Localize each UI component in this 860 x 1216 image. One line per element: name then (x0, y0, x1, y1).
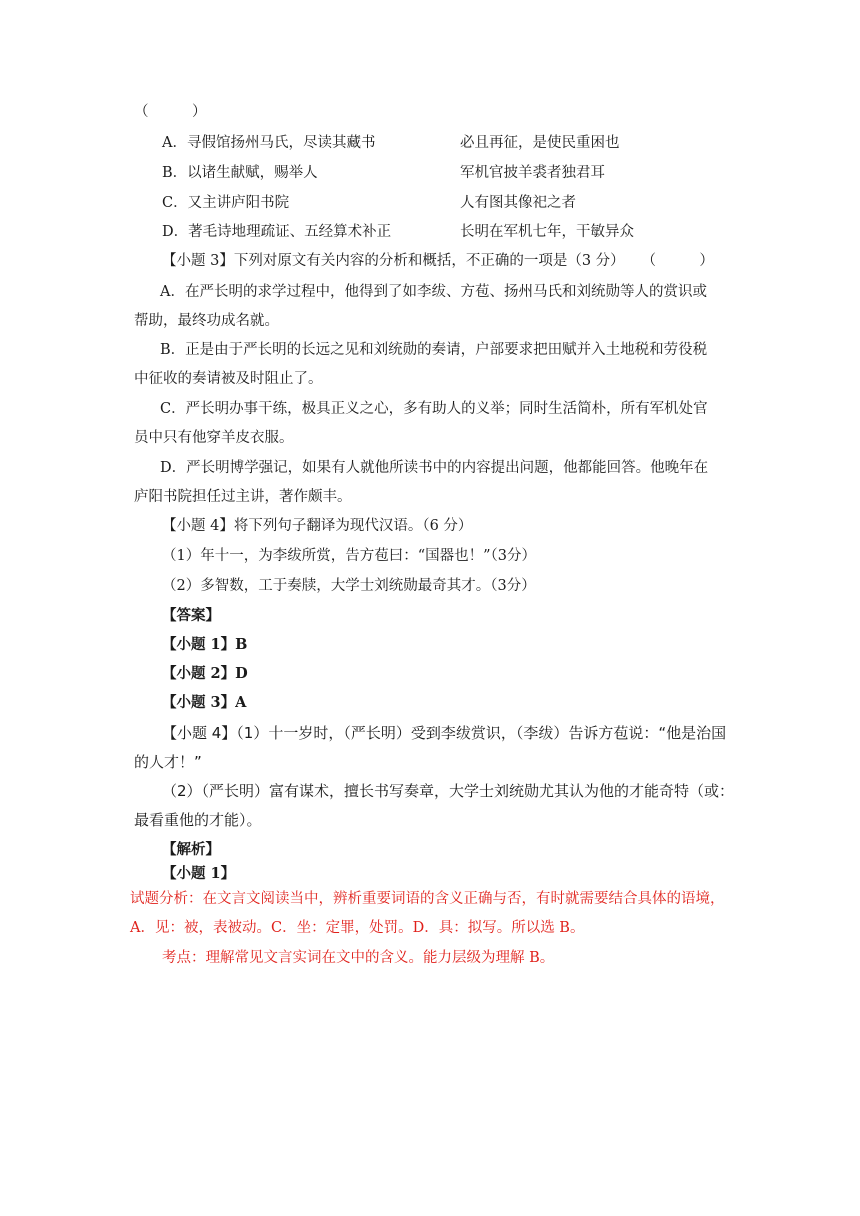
question-3-option-d-line2: 庐阳书院担任过主讲，著作颇丰。 (134, 489, 352, 505)
question-3-option-a-line1: A．在严长明的求学过程中，他得到了如李绂、方苞、扬州马氏和刘统勋等人的赏识或 (160, 284, 707, 300)
answer-4-line2: 的人才！” (134, 753, 202, 771)
analysis-subheader: 【小题 1】 (162, 865, 236, 882)
question-3-stem (162, 251, 714, 271)
analysis-line-1: 试题分析：在文言文阅读当中，辨析重要词语的含义正确与否，有时就需要结合具体的语境， (130, 891, 725, 907)
option-b-left: B．以诸生献赋，赐举人 (162, 165, 318, 181)
option-d-left: D．著毛诗地理疏证、五经算术补正 (162, 224, 392, 240)
question-3-option-d-line1: D．严长明博学强记，如果有人就他所读书中的内容提出问题，他都能回答。他晚年在 (160, 460, 709, 476)
question-4-sentence-1: （1）年十一，为李绂所赏，告方苞曰：“国器也！”（3分） (162, 548, 537, 564)
question-3-option-b-line1: B．正是由于严长明的长远之见和刘统勋的奏请，户部要求把田赋并入土地税和劳役税 (160, 342, 708, 358)
option-d-right: 长明在军机七年，干敏异众 (460, 224, 634, 240)
analysis-header: 【解析】 (162, 841, 220, 858)
question-3-label: 【小题 3】 (162, 253, 234, 269)
answer-4-line3: （2）（严长明）富有谋术，擅长书写奏章，大学士刘统勋尤其认为他的才能奇特（或： (162, 782, 735, 800)
option-a-left: A．寻假馆扬州马氏，尽读其藏书 (162, 135, 376, 151)
question-4-sentence-2: （2）多智数，工于奏牍，大学士刘统勋最奇其才。（3分） (162, 578, 536, 594)
option-c-left: C．又主讲庐阳书院 (162, 195, 290, 211)
answer-2: 【小题 2】D (162, 665, 248, 682)
question-3-option-a-line2: 帮助，最终功成名就。 (134, 313, 279, 329)
question-3-option-b-line2: 中征收的奏请被及时阻止了。 (134, 371, 323, 387)
question-3-paren: （ ） (648, 253, 714, 269)
answer-4-line1: 【小题 4】（1）十一岁时，（严长明）受到李绂赏识，（李绂）告诉方苞说：“他是治国 (162, 724, 727, 742)
answer-3: 【小题 3】A (162, 694, 247, 711)
option-a-right: 必且再征，是使民重困也 (460, 135, 620, 151)
option-c-right: 人有图其像祀之者 (460, 195, 576, 211)
answer-4-line4: 最看重他的才能）。 (134, 811, 262, 829)
option-b-right: 军机官披羊裘者独君耳 (460, 165, 605, 181)
answer-header: 【答案】 (162, 607, 220, 624)
question-3-option-c-line1: C．严长明办事干练，极具正义之心，多有助人的义举；同时生活简朴，所有军机处官 (160, 401, 708, 417)
question-3-option-c-line2: 员中只有他穿羊皮衣服。 (134, 430, 294, 446)
question-4-text: 将下列句子翻译为现代汉语。（6 分） (233, 518, 473, 534)
question-4-label: 【小题 4】 (162, 518, 234, 534)
question-3-text: 下列对原文有关内容的分析和概括，不正确的一项是（3 分） (233, 253, 625, 269)
answer-1: 【小题 1】B (162, 636, 248, 653)
analysis-line-3: 考点：理解常见文言实词在文中的含义。能力层级为理解 B。 (162, 950, 555, 966)
answer-paren: （ ） (134, 104, 207, 120)
analysis-line-2: A．见：被，表被动。C．坐：定罪，处罚。D．具：拟写。所以选 B。 (130, 920, 585, 936)
question-4-stem (162, 516, 472, 536)
